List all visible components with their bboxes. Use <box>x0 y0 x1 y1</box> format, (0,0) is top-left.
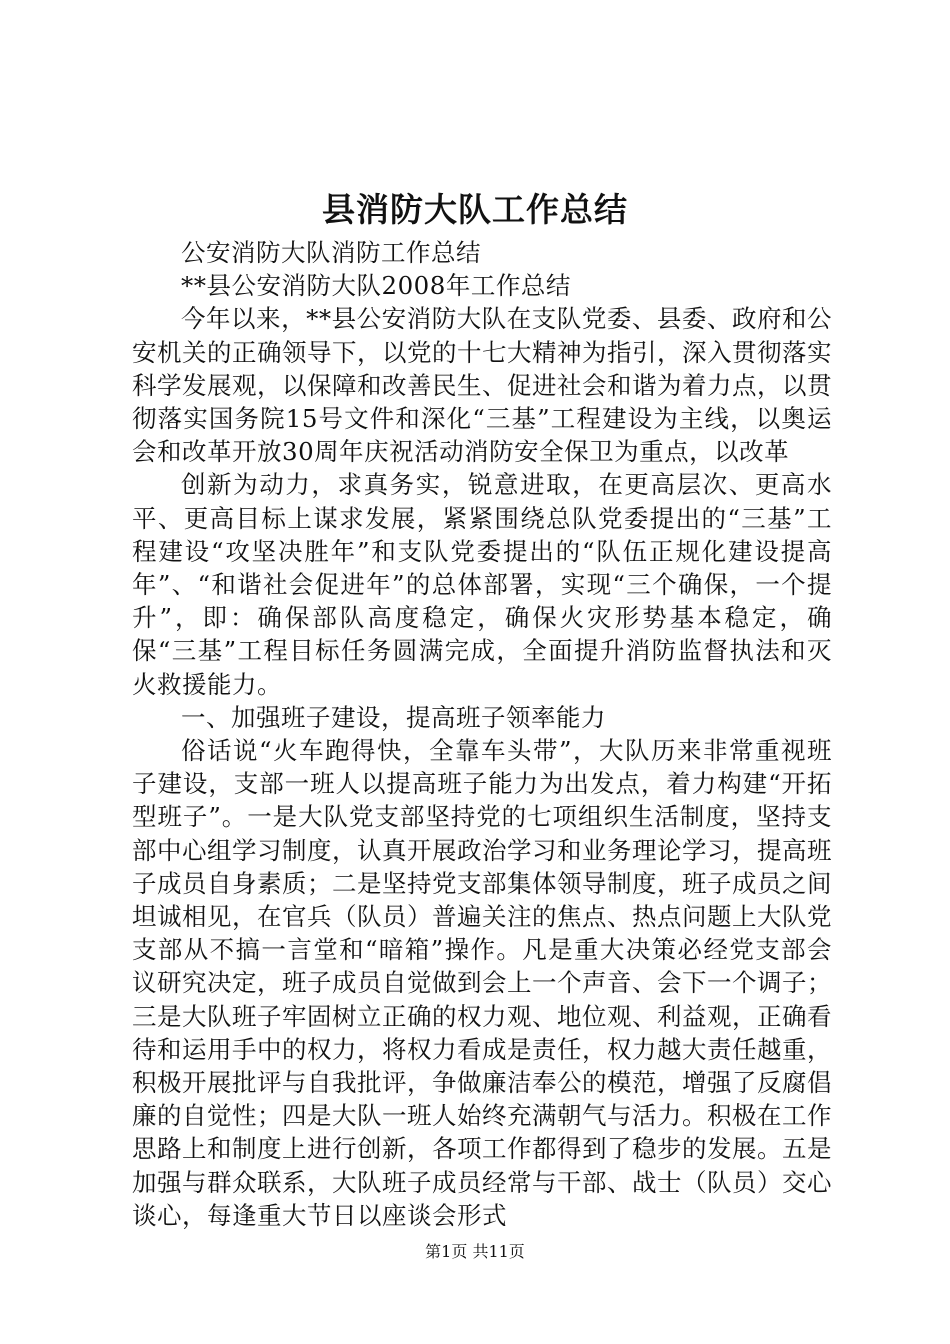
subtitle-paragraph: 公安消防大队消防工作总结 <box>181 238 481 267</box>
report-title-paragraph: **县公安消防大队2008年工作总结 <box>181 271 571 301</box>
section-1-paragraph: 俗话说“火车跑得快，全靠车头带”，大队历来非常重视班子建设，支部一班人以提高班子能力为出发点，着力构建“开拓型班子”。一是大队党支部坚持党的七项组织生活制度，坚持支部中心组学习制度，认真开展政治学习和业务理论学习，提高班子成员自身素质；二是坚持党支部集体领导制度，班子成员之间坦诚相见，在官兵（队员）普遍关注的焦点、热点问题上大队党支部从不搞一言堂和“暗箱”操作。凡是重大决策必经党支部会议研究决定，班子成员自觉做到会上一个声音、会下一个调子；三是大队班子牢固树立正确的权力观、地位观、利益观，正确看待和运用手中的权力，将权力看成是责任，权力越大责任越重，积极开展批评与自我批评，争做廉洁奉公的模范，增强了反腐倡廉的自觉性；四是大队一班人始终充满朝气与活力。积极在工作思路上和制度上进行创新，各项工作都得到了稳步的发展。五是加强与群众联系，大队班子成员经常与干部、战士（队员）交心谈心，每逢重大节日以座谈会形式 <box>132 736 832 1230</box>
document-title: 县消防大队工作总结 <box>322 190 628 229</box>
document-body <box>132 236 832 1232</box>
intro-paragraph: 今年以来，**县公安消防大队在支队党委、县委、政府和公安机关的正确领导下，以党的十七大精神为指引，深入贯彻落实科学发展观，以保障和改善民生、促进社会和谐为着力点，以贯彻落实国务院15号文件和深化“三基”工程建设为主线，以奥运会和改革开放30周年庆祝活动消防安全保卫为重点，以改革 <box>132 304 832 467</box>
page-footer: 第1页 共11页 <box>425 1242 525 1261</box>
section-heading-1: 一、加强班子建设，提高班子领率能力 <box>181 702 606 732</box>
goals-paragraph: 创新为动力，求真务实，锐意进取，在更高层次、更高水平、更高目标上谋求发展，紧紧围绕总队党委提出的“三基”工程建设“攻坚决胜年”和支队党委提出的“队伍正规化建设提高年”、“和谐社会促进年”的总体部署，实现“三个确保，一个提升”，即：确保部队高度稳定，确保火灾形势基本稳定，确保“三基”工程目标任务圆满完成，全面提升消防监督执法和灭火救援能力。 <box>132 470 832 699</box>
